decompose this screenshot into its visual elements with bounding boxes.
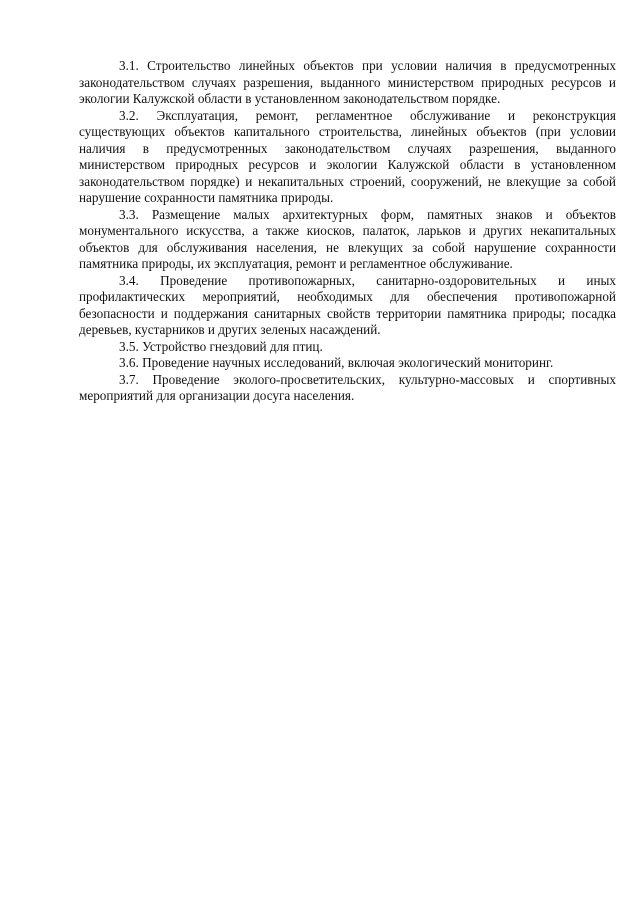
paragraph-3-3: 3.3. Размещение малых архитектурных форм, памятных знаков и объектов монументального искусства, а также киосков, палаток, ларьков и других некапитальных объектов для обслуживания населения, не влекущих за собой нарушение сохранности памятника природы, их эксплуатация, ремонт и регламентное обслуживание. <box>79 206 616 271</box>
paragraph-3-4: 3.4. Проведение противопожарных, санитарно-оздоровительных и иных профилактических мероприятий, необходимых для обеспечения противопожарной безопасности и поддержания санитарных свойств территории памятника природы; посадка деревьев, кустарников и других зеленых насаждений. <box>79 272 616 337</box>
paragraph-3-1: 3.1. Строительство линейных объектов при условии наличия в предусмотренных законодательством случаях разрешения, выданного министерством природных ресурсов и экологии Калужской области в установленном законодательством порядке. <box>79 58 616 106</box>
paragraph-3-7: 3.7. Проведение эколого-просветительских, культурно-массовых и спортивных мероприятий для организации досуга населения. <box>79 371 616 403</box>
paragraph-3-2: 3.2. Эксплуатация, ремонт, регламентное обслуживание и реконструкция существующих объектов капитального строительства, линейных объектов (при условии наличия в предусмотренных законодательством случаях разрешения, выданного министерством природных ресурсов и экологии Калужской области в установленном законодательством порядке) и некапитальных строений, сооружений, не влекущие за собой нарушение сохранности памятника природы. <box>79 107 616 205</box>
paragraph-3-6: 3.6. Проведение научных исследований, включая экологический мониторинг. <box>119 355 554 370</box>
paragraph-3-5: 3.5. Устройство гнездовий для птиц. <box>119 338 323 354</box>
document-body <box>79 58 616 405</box>
